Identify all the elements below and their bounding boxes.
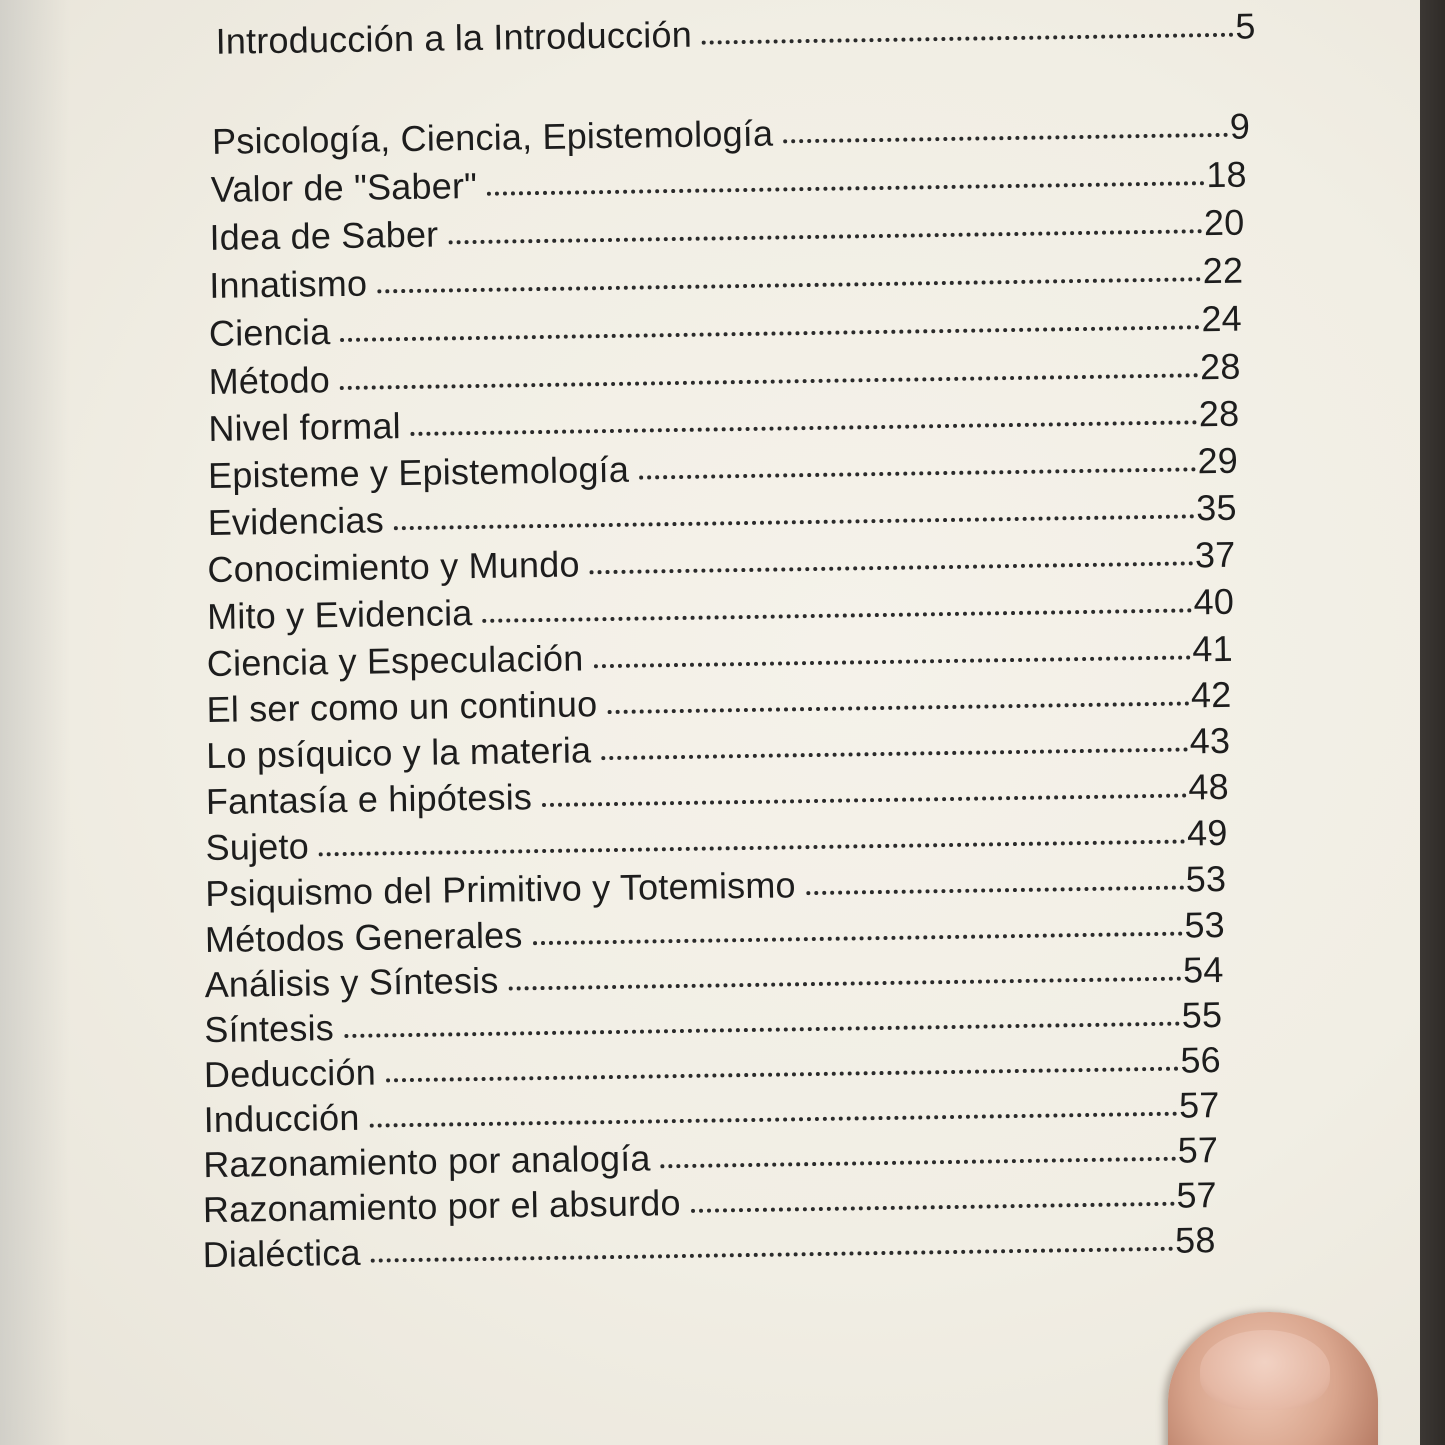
- dot-leader: [806, 886, 1184, 896]
- dot-leader: [691, 1202, 1175, 1213]
- dot-leader: [341, 325, 1200, 342]
- toc-entry-title: Método: [208, 359, 331, 402]
- dot-leader: [594, 655, 1191, 668]
- dot-leader: [661, 1157, 1176, 1169]
- dot-leader: [702, 33, 1233, 45]
- toc-entry: [209, 202, 1245, 259]
- dot-leader: [411, 420, 1197, 436]
- toc-entry-title: Análisis y Síntesis: [204, 959, 499, 1006]
- toc-entry-title: Razonamiento por analogía: [202, 1137, 651, 1186]
- toc-entry-title: Fantasía e hipótesis: [205, 776, 533, 823]
- toc-entry-page: 53: [1185, 857, 1227, 900]
- dot-leader: [377, 277, 1201, 293]
- dot-leader: [542, 793, 1186, 807]
- toc-entry-page: 54: [1182, 948, 1224, 991]
- dot-leader: [483, 608, 1192, 623]
- toc-entry-title: Razonamiento por el absurdo: [202, 1182, 681, 1231]
- toc-entry-title: Lo psíquico y la materia: [205, 729, 592, 777]
- toc-entry-title: Valor de "Saber": [210, 164, 478, 210]
- toc-entry-page: 56: [1180, 1039, 1222, 1081]
- dot-leader: [487, 181, 1204, 196]
- toc-entry-page: 58: [1174, 1219, 1216, 1261]
- fingernail: [1200, 1330, 1330, 1410]
- dot-leader: [590, 561, 1193, 574]
- dot-leader: [344, 1022, 1180, 1038]
- dot-leader: [783, 133, 1228, 144]
- toc-entry-page: 24: [1201, 297, 1243, 340]
- toc-entry-page: 20: [1203, 201, 1245, 244]
- toc-entry-title: Evidencias: [207, 499, 385, 543]
- toc-entry-page: 29: [1197, 439, 1239, 482]
- toc-entry-page: 57: [1176, 1174, 1218, 1216]
- toc-entry-page: 22: [1202, 249, 1244, 292]
- toc-entry-title: Ciencia y Especulación: [206, 637, 584, 685]
- dot-leader: [386, 1067, 1179, 1083]
- toc-entry: [209, 250, 1244, 307]
- toc-entry-page: 57: [1177, 1129, 1219, 1171]
- toc-entry-page: 53: [1184, 903, 1226, 946]
- toc-entry-title: Idea de Saber: [209, 213, 439, 258]
- dot-leader: [448, 229, 1202, 244]
- dot-leader: [340, 373, 1198, 390]
- toc-entry-title: Psicología, Ciencia, Epistemología: [211, 112, 774, 162]
- toc-entry-title: Métodos Generales: [204, 914, 523, 961]
- toc-entry-title: Conocimiento y Mundo: [207, 543, 580, 590]
- toc-entry-title: Síntesis: [203, 1007, 335, 1051]
- toc-entry-page: 18: [1205, 153, 1248, 196]
- toc-entry-page: 48: [1188, 765, 1230, 808]
- dot-leader: [371, 1247, 1173, 1263]
- dot-leader: [533, 932, 1183, 946]
- toc-entry: [212, 105, 1251, 162]
- toc-entry-title: Ciencia: [208, 311, 331, 354]
- toc-entry: [215, 5, 1256, 62]
- toc-entry-title: El ser como un continuo: [206, 683, 598, 731]
- toc-entry: [211, 154, 1248, 211]
- toc-entry-page: 28: [1198, 392, 1240, 435]
- toc-entry-page: 42: [1190, 673, 1232, 716]
- toc-entry: [209, 298, 1243, 355]
- dot-leader: [319, 840, 1185, 857]
- toc-entry-title: Sujeto: [205, 825, 310, 869]
- toc-entry-page: 35: [1195, 486, 1237, 529]
- toc-entry-page: 37: [1194, 533, 1236, 576]
- dot-leader: [639, 467, 1196, 479]
- dot-leader: [601, 747, 1188, 760]
- toc-entry-page: 55: [1181, 993, 1223, 1036]
- toc-entry-title: Nivel formal: [208, 405, 402, 449]
- toc-entry-title: Introducción a la Introducción: [215, 13, 693, 62]
- dot-leader: [370, 1112, 1178, 1128]
- toc-entry-title: Psiquismo del Primitivo y Totemismo: [204, 864, 797, 915]
- toc-entry-title: Dialéctica: [202, 1231, 361, 1276]
- toc-entry-page: 43: [1189, 719, 1231, 762]
- toc-entry-title: Deducción: [203, 1051, 377, 1096]
- toc-entry-page: 49: [1186, 811, 1228, 854]
- toc-entry-page: 41: [1192, 627, 1234, 670]
- toc-entry-title: Mito y Evidencia: [206, 592, 473, 637]
- dot-leader: [509, 977, 1182, 991]
- toc-entry-page: 40: [1193, 580, 1235, 623]
- dot-leader: [394, 514, 1194, 530]
- toc-entry-page: 28: [1199, 345, 1241, 388]
- toc-entry-title: Inducción: [203, 1096, 360, 1141]
- dot-leader: [607, 701, 1189, 714]
- toc-entry-page: 57: [1178, 1084, 1220, 1126]
- toc-entry-title: Episteme y Epistemología: [207, 448, 630, 496]
- toc-entry-page: 9: [1229, 105, 1251, 147]
- toc-entry-title: Innatismo: [208, 262, 368, 306]
- toc-entry-page: 5: [1234, 5, 1256, 47]
